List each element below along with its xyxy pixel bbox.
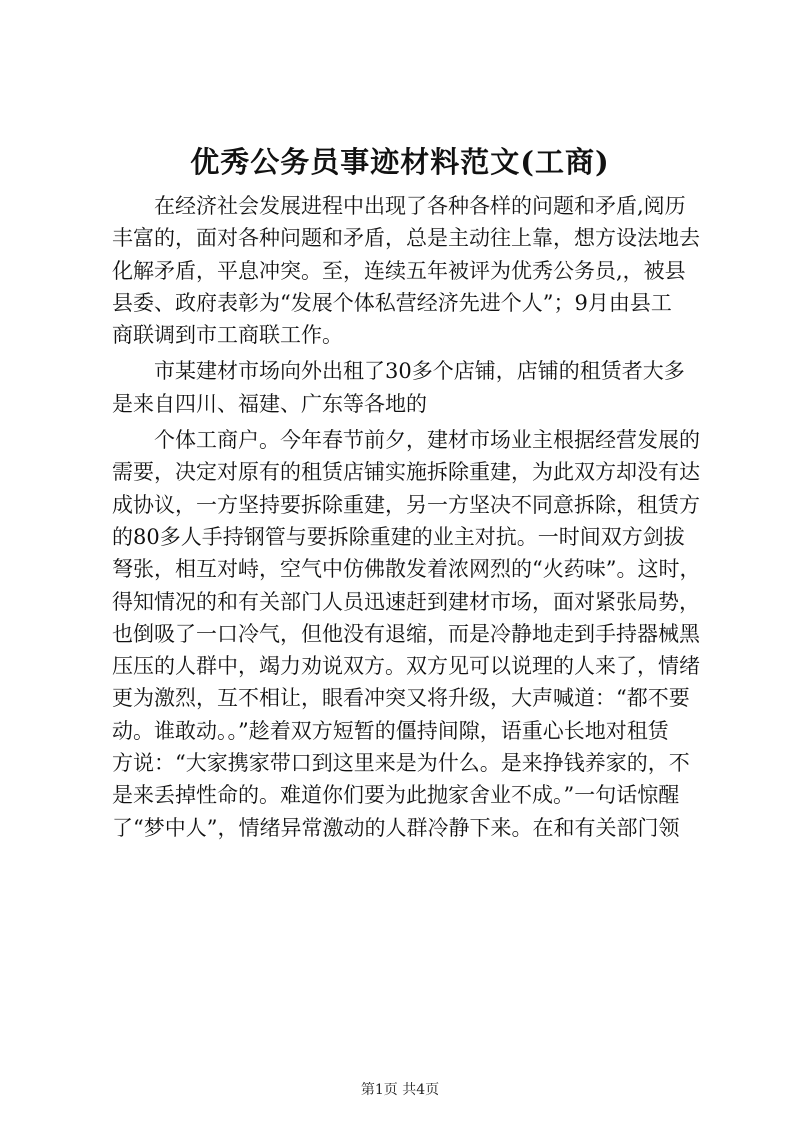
text-line: 在经济社会发展进程中出现了各种各样的问题和矛盾,阅历 xyxy=(112,194,686,218)
text-line: 弩张，相互对峙，空气中仿佛散发着浓网烈的“火药味”。这时， xyxy=(112,557,701,582)
text-line: 化解矛盾，平息冲突。至，连续五年被评为优秀公务员,，被县 xyxy=(112,258,686,283)
text-line: 动。谁敢动。。”趁着双方短暂的僵持间隙，语重心长地对租赁 xyxy=(112,718,669,743)
paragraph-1 xyxy=(112,190,707,351)
text-line: 得知情况的和有关部门人员迅速赶到建材市场，面对紧张局势， xyxy=(112,589,700,614)
text-line: 也倒吸了一口冷气，但他没有退缩，而是冷静地走到手持器械黑 xyxy=(112,621,700,646)
text-line: 压压的人群中，竭力劝说双方。双方见可以说理的人来了，情绪 xyxy=(112,654,700,679)
page-footer: 第1页 共4页 xyxy=(360,1082,440,1098)
text-line: 方说：“大家携家带口到这里来是为什么。是来挣钱养家的，不 xyxy=(112,751,690,776)
text-line: 市某建材市场向外出租了30多个店铺，店铺的租赁者大多 xyxy=(112,359,685,384)
text-line: 的80多人手持钢管与要拆除重建的业主对抗。一时间双方剑拔 xyxy=(112,524,685,549)
text-line: 是来自四川、福建、广东等各地的 xyxy=(112,391,427,416)
text-line: 需要，决定对原有的租赁店铺实施拆除重建，为此双方却没有达 xyxy=(112,460,700,485)
paragraph-2 xyxy=(112,355,707,420)
text-line: 更为激烈，互不相让，眼看冲突又将升级，大声喊道：“都不要 xyxy=(112,686,690,711)
text-line: 丰富的，面对各种问题和矛盾，总是主动往上靠，想方设法地去 xyxy=(112,226,700,251)
text-line: 是来丢掉性命的。难道你们要为此抛家舍业不成。”一句话惊醒 xyxy=(112,783,680,808)
text-line: 县委、政府表彰为“发展个体私营经济先进个人”；9月由县工 xyxy=(112,290,672,315)
document-body xyxy=(112,190,707,844)
text-line: 了“梦中人”，情绪异常激动的人群冷静下来。在和有关部门领 xyxy=(112,815,680,840)
text-line: 商联调到市工商联工作。 xyxy=(112,323,343,348)
text-line: 个体工商户。今年春节前夕，建材市场业主根据经营发展的 xyxy=(112,428,700,453)
paragraph-3 xyxy=(112,424,707,844)
document-title: 优秀公务员事迹材料范文(工商) xyxy=(190,145,610,179)
text-line: 成协议，一方坚持要拆除重建，另一方坚决不同意拆除，租赁方 xyxy=(112,492,700,517)
